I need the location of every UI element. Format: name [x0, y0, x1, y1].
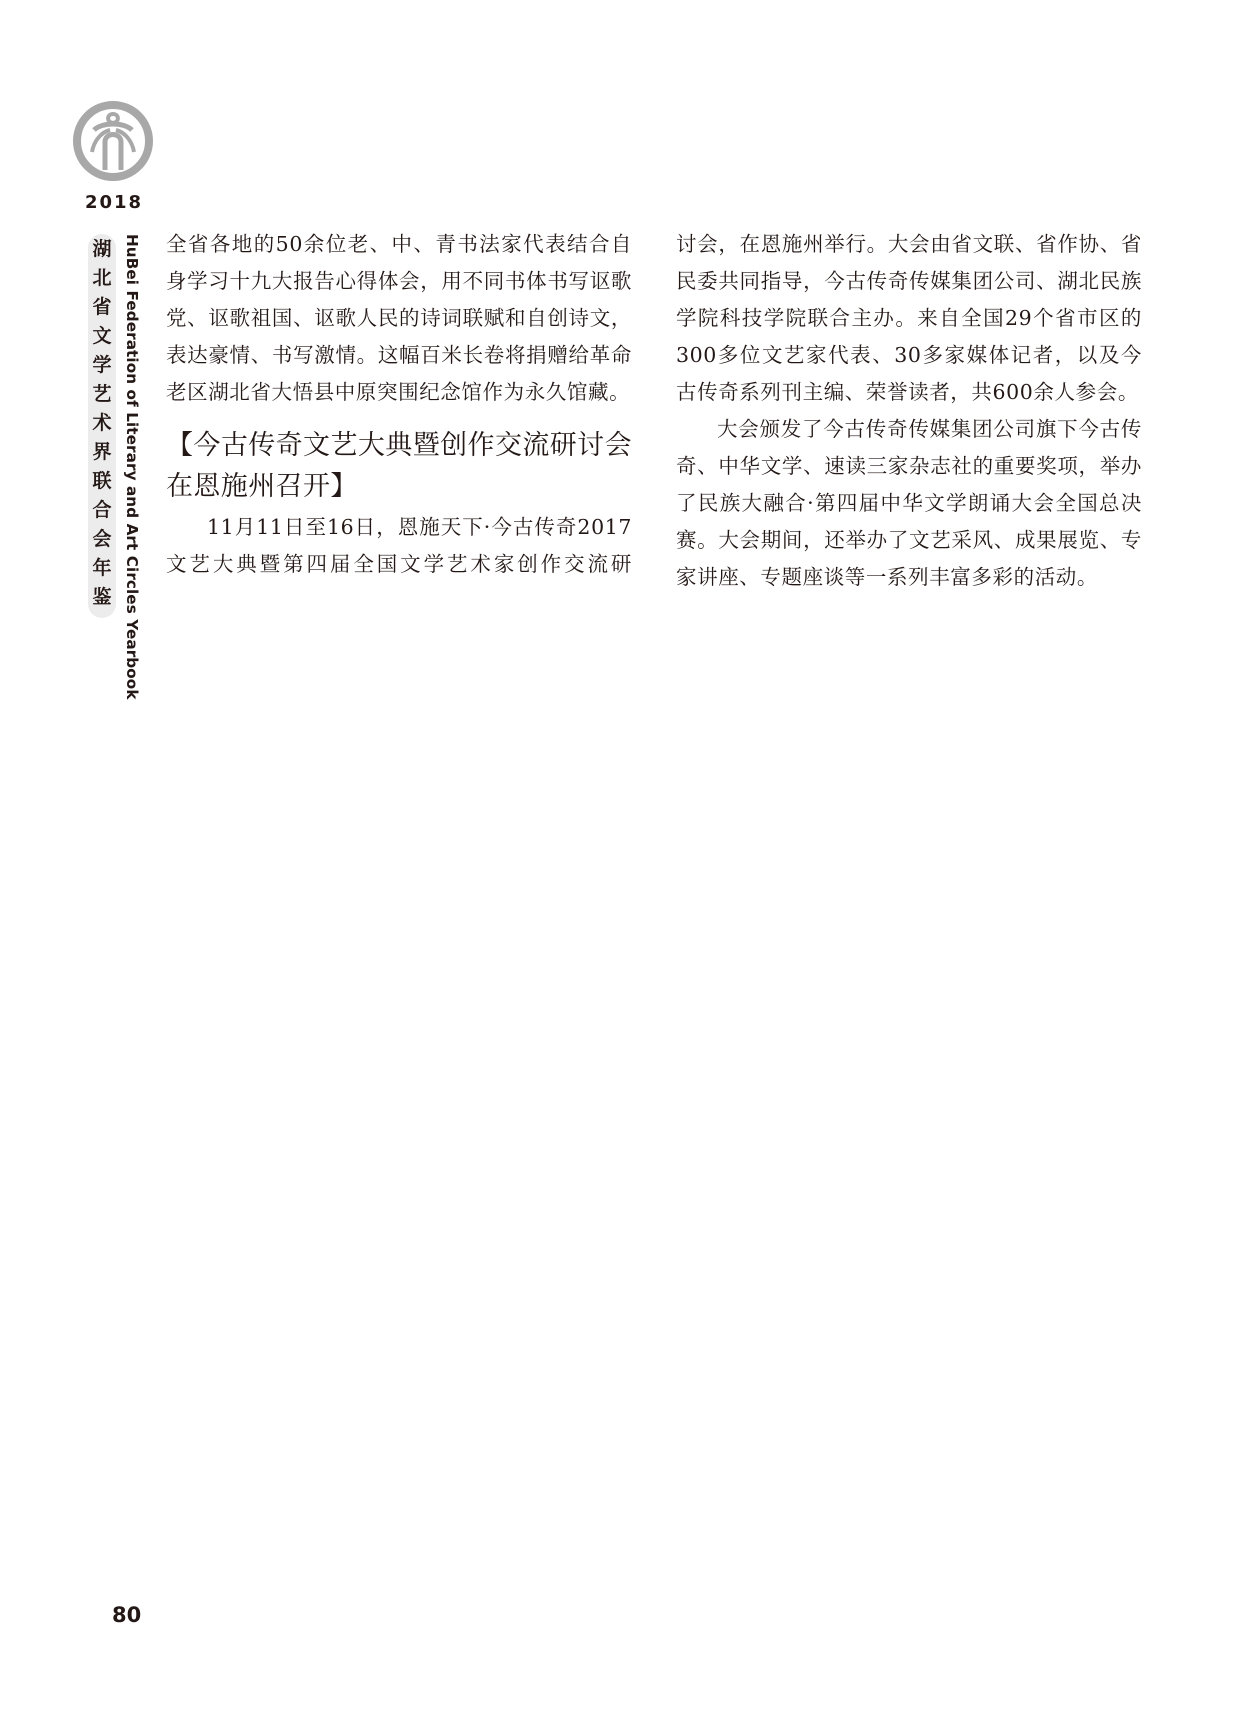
sidebar-char: 北 — [92, 267, 112, 289]
section-paragraph-continuation: 讨会，在恩施州举行。大会由省文联、省作协、省民委共同指导，今古传奇传媒集团公司、湖北民族学院科技学院联合主办。来自全国29个省市区的300多位文艺家代表、30多家媒体记者，以及今古传奇系列刊主编、荣誉读者，共600余人参会。 — [676, 232, 1142, 404]
sidebar-char: 界 — [92, 441, 112, 463]
sidebar-char: 学 — [92, 354, 112, 376]
sidebar-char: 联 — [92, 470, 112, 492]
page-number: 80 — [112, 1603, 142, 1627]
sidebar-char: 术 — [92, 412, 112, 434]
sidebar-title-english — [122, 234, 142, 700]
yearbook-emblem-icon — [72, 100, 154, 182]
sidebar-char: 合 — [92, 499, 112, 521]
sidebar-title-chinese — [88, 240, 116, 617]
sidebar-char: 年 — [92, 557, 112, 579]
sidebar-char: 鉴 — [92, 586, 112, 608]
section-heading: 【今古传奇文艺大典暨创作交流研讨会在恩施州召开】 — [166, 430, 632, 502]
sidebar-char: 艺 — [92, 383, 112, 405]
sidebar-char: 省 — [92, 296, 112, 318]
continued-paragraph: 全省各地的50余位老、中、青书法家代表结合自身学习十九大报告心得体会，用不同书体书写讴歌党、讴歌祖国、讴歌人民的诗词联赋和自创诗文，表达豪情、书写激情。这幅百米长卷将捐赠给革命老区湖北省大悟县中原突围纪念馆作为永久馆藏。 — [166, 232, 632, 404]
year-label: 2018 — [84, 192, 144, 213]
section-paragraph: 11月11日至16日，恩施天下·今古传奇2017文艺大典暨第四届全国文学艺术家创作交流研 — [166, 515, 632, 576]
sidebar-char: 文 — [92, 325, 112, 347]
sidebar-title-english-text: HuBei Federation of Literary and Art Circles Yearbook — [123, 234, 141, 700]
section-paragraph-2: 大会颁发了今古传奇传媒集团公司旗下今古传奇、中华文学、速读三家杂志社的重要奖项，举办了民族大融合·第四届中华文学朗诵大会全国总决赛。大会期间，还举办了文艺采风、成果展览、专家讲座、专题座谈等一系列丰富多彩的活动。 — [676, 417, 1142, 589]
sidebar-char: 湖 — [92, 238, 112, 260]
sidebar-char: 会 — [92, 528, 112, 550]
left-column — [166, 226, 632, 583]
right-column — [676, 226, 1142, 596]
